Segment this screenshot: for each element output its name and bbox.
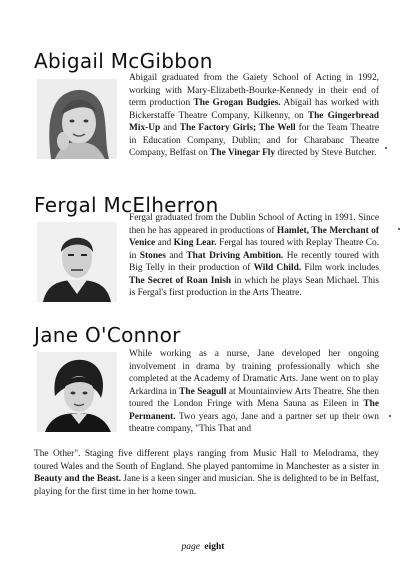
- production-title: The Factory Girls; The Well: [179, 123, 296, 133]
- bio-text: Abigail has worked with Bickerstaffe Theatre Company, Kilkenny, on: [129, 98, 379, 121]
- bio-text: Two years ago, Jane and a partner set up their own theatre company, "This That and: [129, 411, 379, 434]
- actor-name: Jane O'Connor: [34, 323, 181, 347]
- actor-bio: [129, 348, 379, 436]
- bio-text: directed by Steve Butcher.: [275, 148, 377, 158]
- headshot-photo: [37, 352, 117, 432]
- bio-text: Fergal graduated from the Dublin School of Acting in 1991. Since then he has appeared in productions of: [129, 213, 379, 236]
- bio-text: Jane is a keen singer and musician. She is delighted to be in Belfast, playing for the first time in her home town.: [34, 474, 379, 497]
- production-title: The Gingerbread Mix-Up: [129, 110, 379, 133]
- bio-text: and: [165, 250, 187, 261]
- production-title: The Vinegar Fly: [210, 148, 276, 158]
- production-title: That Driving Ambition.: [186, 250, 284, 261]
- actor-bio: [129, 212, 379, 300]
- production-title: Stones: [139, 250, 166, 261]
- production-title: King Lear.: [173, 238, 217, 248]
- production-title: The Grogan Budgies.: [193, 98, 281, 108]
- bio-text: He recently toured with Big Telly in their production of: [129, 250, 379, 273]
- bio-text: and: [160, 123, 180, 133]
- actor-name: Abigail McGibbon: [34, 49, 213, 73]
- bio-text: Fergal has toured with Replay Theatre Co. in: [129, 238, 379, 261]
- scan-speck: [389, 415, 391, 417]
- scan-speck: [398, 228, 400, 230]
- scan-speck: [385, 147, 387, 149]
- headshot-photo: [37, 222, 117, 302]
- bio-text: for the Team Theatre in Education Company, Dublin; and for Charabanc Theatre Company, Belfast on: [129, 123, 379, 158]
- headshot-photo: [37, 79, 117, 159]
- bio-text: at Mountainview Arts Theatre. She then toured the London Fringe with Mena Sauna as Eileen in: [129, 386, 380, 409]
- production-title: The Seagull: [179, 386, 227, 397]
- bio-text: in which he plays Sean Michael. This is Fergal's first production in the Arts Theatre.: [129, 275, 380, 298]
- bio-text: Film work includes: [301, 263, 379, 273]
- actor-name: Fergal McElherron: [34, 193, 219, 217]
- production-title: The Permanent.: [129, 399, 379, 422]
- page-footer: [0, 542, 406, 552]
- bio-text: While working as a nurse, Jane developed her ongoing involvement in drama by training professionally which she completed at the Academy of Dramatic Arts. Jane went on to play Arkardina in: [129, 349, 379, 397]
- production-title: Beauty and the Beast.: [34, 474, 122, 484]
- actor-bio: [129, 72, 379, 160]
- page-label: page: [181, 542, 201, 552]
- bio-text: Abigail graduated from the Gaiety School of Acting in 1992, working with Mary-Elizabeth-Bourke-Kennedy in their end of term production: [129, 73, 379, 108]
- page-number: eight: [204, 542, 225, 552]
- bio-text: The Other". Staging five different plays ranging from Music Hall to Melodrama, they toured Wales and the South of England. She played pantomime in Manchester as a sister in: [34, 449, 379, 472]
- actor-bio-continued: [34, 448, 379, 498]
- production-title: The Secret of Roan Inish: [129, 275, 232, 286]
- bio-text: and: [155, 238, 174, 248]
- production-title: Hamlet, The Merchant of Venice: [129, 225, 379, 248]
- production-title: Wild Child.: [253, 263, 302, 273]
